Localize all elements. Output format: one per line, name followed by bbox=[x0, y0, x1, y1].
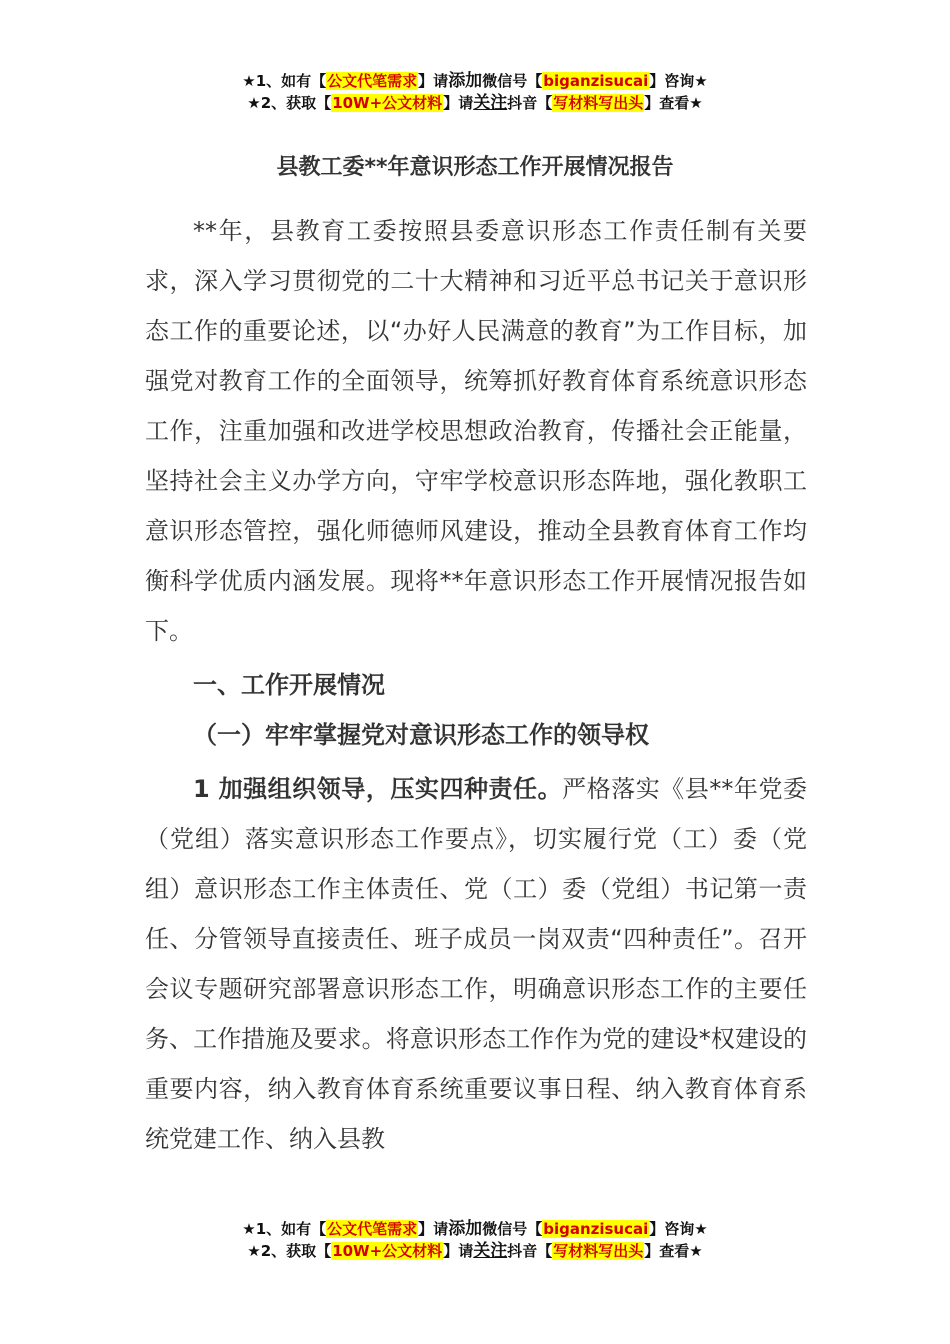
promo-line-2-highlight-douyin: 写材料写出头 bbox=[553, 1242, 644, 1260]
intro-paragraph: **年，县教育工委按照县委意识形态工作责任制有关要求，深入学习贯彻党的二十大精神和习近平总书记关于意识形态工作的重要论述，以“办好人民满意的教育”为工作目标，加强党对教育工作的全面领导，统筹抓好教育体育系统意识形态工作，注重加强和改进学校思想政治教育，传播社会正能量，坚持社会主义办学方向，守牢学校意识形态阵地，强化教职工意识形态管控，强化师德师风建设，推动全县教育体育工作均衡科学优质内涵发展。现将**年意识形态工作开展情况报告如下。 bbox=[145, 217, 807, 645]
promo-line-2-suffix: 】查看★ bbox=[644, 1242, 703, 1260]
promo-line-1-prefix: ★1、如有【 bbox=[242, 1220, 327, 1238]
promo-line-2-emphasis: 关注 bbox=[473, 1241, 508, 1261]
promo-line-2-mid2: 抖音【 bbox=[507, 94, 553, 112]
promo-line-1-mid2: 微信号【 bbox=[482, 72, 543, 90]
promo-banner-top bbox=[0, 70, 950, 114]
promo-line-2-prefix: ★2、获取【 bbox=[247, 94, 332, 112]
promo-line-2-prefix: ★2、获取【 bbox=[247, 1242, 332, 1260]
promo-line-1-highlight-wechat: biganzisucai bbox=[543, 1220, 649, 1238]
paragraph-1 bbox=[145, 764, 807, 1164]
promo-line-1-emphasis: 添加 bbox=[448, 1219, 483, 1239]
promo-line-1-prefix: ★1、如有【 bbox=[242, 72, 327, 90]
promo-line-2-mid: 】请 bbox=[443, 94, 474, 112]
promo-line-2-highlight-materials: 10W+公文材料 bbox=[332, 94, 443, 112]
paragraph-1-text: 严格落实《县**年党委（党组）落实意识形态工作要点》，切实履行党（工）委（党组）意识形态工作主体责任、党（工）委（党组）书记第一责任、分管领导直接责任、班子成员一岗双责“四种责任”。召开会议专题研究部署意识形态工作，明确意识形态工作的主要任务、工作措施及要求。将意识形态工作作为党的建设*权建设的重要内容，纳入教育体育系统重要议事日程、纳入教育体育系统党建工作、纳入县教 bbox=[145, 775, 807, 1153]
promo-line-1-highlight-wechat: biganzisucai bbox=[543, 72, 649, 90]
document-body bbox=[145, 206, 807, 1164]
promo-line-1 bbox=[0, 70, 950, 92]
promo-line-1-highlight-service: 公文代笔需求 bbox=[327, 72, 418, 90]
promo-line-1-suffix: 】咨询★ bbox=[649, 1220, 708, 1238]
promo-line-1-mid2: 微信号【 bbox=[482, 1220, 543, 1238]
promo-line-2-highlight-materials: 10W+公文材料 bbox=[332, 1242, 443, 1260]
promo-line-1-suffix: 】咨询★ bbox=[649, 72, 708, 90]
promo-line-2-suffix: 】查看★ bbox=[644, 94, 703, 112]
promo-line-1-mid: 】请 bbox=[418, 72, 449, 90]
promo-line-2 bbox=[0, 92, 950, 114]
promo-line-2-emphasis: 关注 bbox=[473, 93, 508, 113]
promo-line-2-mid2: 抖音【 bbox=[507, 1242, 553, 1260]
promo-line-2-bottom bbox=[0, 1240, 950, 1262]
promo-line-1-mid: 】请 bbox=[418, 1220, 449, 1238]
promo-line-1-bottom bbox=[0, 1218, 950, 1240]
promo-line-1-highlight-service: 公文代笔需求 bbox=[327, 1220, 418, 1238]
promo-line-2-highlight-douyin: 写材料写出头 bbox=[553, 94, 644, 112]
subsection-heading-1: （一）牢牢掌握党对意识形态工作的领导权 bbox=[193, 721, 649, 749]
promo-line-2-mid: 】请 bbox=[443, 1242, 474, 1260]
section-heading-1: 一、工作开展情况 bbox=[193, 671, 385, 699]
promo-line-1-emphasis: 添加 bbox=[448, 71, 483, 91]
paragraph-1-lead: 1 加强组织领导，压实四种责任。 bbox=[193, 775, 563, 803]
document-title: 县教工委**年意识形态工作开展情况报告 bbox=[276, 155, 674, 180]
promo-banner-bottom bbox=[0, 1218, 950, 1262]
